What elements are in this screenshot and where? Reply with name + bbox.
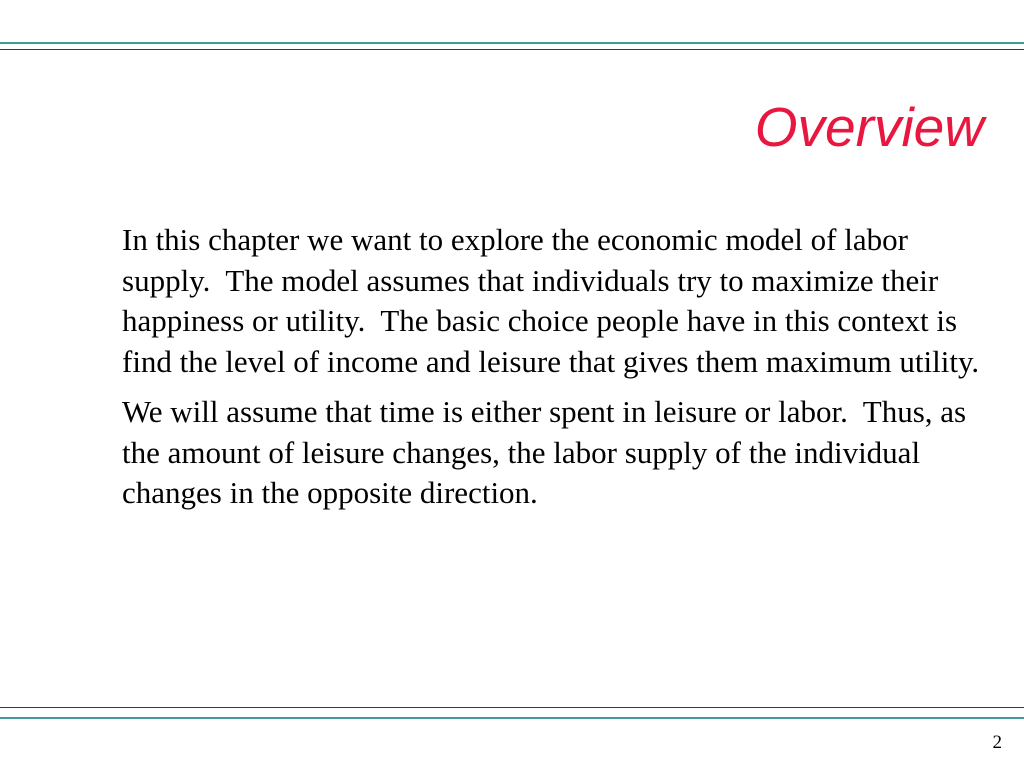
body-paragraph-2: We will assume that time is either spent in leisure or labor. Thus, as the amount of leisure changes, the labor supply of the individual changes in the opposite direction. xyxy=(122,394,974,510)
top-dark-rule xyxy=(0,49,1024,50)
top-teal-rule xyxy=(0,42,1024,44)
slide-body xyxy=(122,220,984,524)
bottom-teal-rule xyxy=(0,717,1024,719)
slide-title: Overview xyxy=(754,96,984,158)
bottom-dark-rule xyxy=(0,707,1024,708)
page-number: 2 xyxy=(992,732,1002,753)
body-paragraph-1: In this chapter we want to explore the economic model of labor supply. The model assumes that individuals try to maximize their happiness or utility. The basic choice people have in this context is find the level of income and leisure that gives them maximum utility. xyxy=(122,222,980,379)
